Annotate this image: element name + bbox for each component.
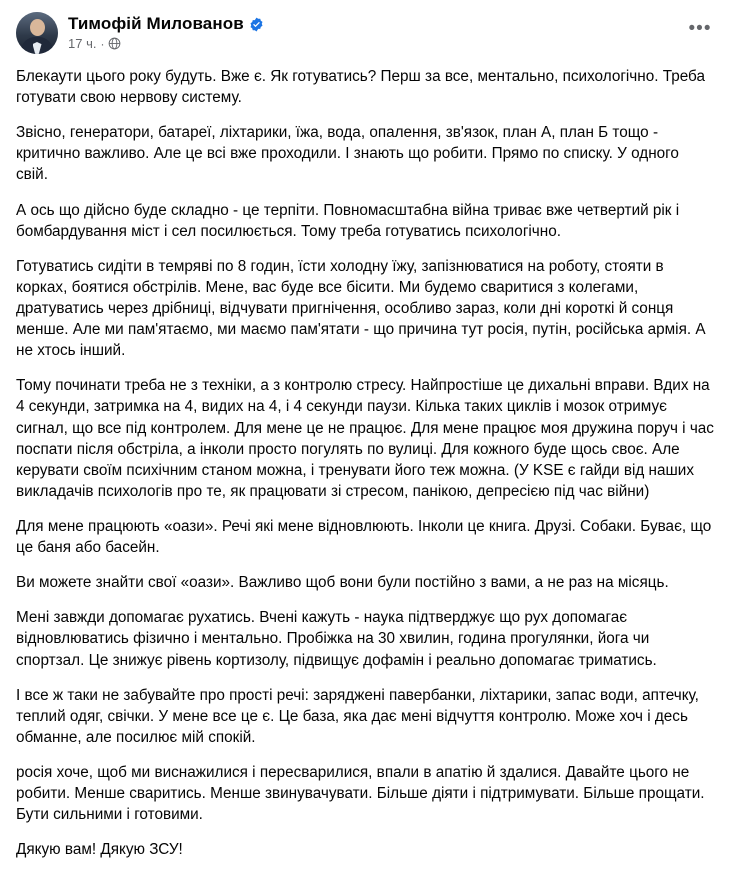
post-body <box>16 60 715 870</box>
post-paragraph: Для мене працюють «оази». Речі які мене відновлюють. Інколи це книга. Друзі. Собаки. Буває, що це баня або басейн. <box>16 517 712 557</box>
author-name[interactable]: Тимофій Милованов <box>68 13 244 33</box>
post-paragraph: Мені завжди допомагає рухатись. Вчені кажуть - наука підтверджує що рух допомагає відновлюватись фізично і ментально. Пробіжка на 30 хвилин, година прогулянки, йога чи спортзал. Це знижує рівень кортизолу, підвищує дофамін і реально допомагає триматись. <box>16 609 657 669</box>
post-paragraph: Дякую вам! Дякую ЗСУ! <box>16 841 183 859</box>
post-paragraph: Готуватись сидіти в темряві по 8 годин, їсти холодну їжу, запізнюватися на роботу, стояти в корках, боятися обстрілів. Мене, вас буде все бісити. Ми будемо сваритися з колегами, дратуватись через дрібниці, відчувати пригнічення, особливо зараз, коли дні короткі й сонця менше. Але ми пам'ятаємо, ми маємо пам'ятати - що причина тут росія, путін, російська армія. А не хтось інший. <box>16 257 706 360</box>
meta-separator: · <box>100 36 105 51</box>
post-header <box>16 12 715 60</box>
post-meta <box>68 36 264 51</box>
post-more-options-icon[interactable]: ••• <box>688 18 712 39</box>
post-paragraph: Звісно, генератори, батареї, ліхтарики, їжа, вода, опалення, зв'язок, план А, план Б тощо - критично важливо. Але це всі вже проходили. І знають що робити. Прямо по списку. У одного свій. <box>16 124 679 184</box>
avatar-face <box>30 19 45 36</box>
globe-icon[interactable] <box>108 37 121 50</box>
verified-badge-icon <box>249 17 264 32</box>
author-row <box>68 15 264 34</box>
post-paragraph: Ви можете знайти свої «оази». Важливо щоб вони були постійно з вами, а не раз на місяць. <box>16 574 669 592</box>
post-paragraph: І все ж таки не забувайте про прості речі: заряджені павербанки, ліхтарики, запас води, аптечку, теплий одяг, свічки. У мене все це є. Це база, яка дає мені відчуття контролю. Може хоч і десь обманне, але посилює мій спокій. <box>16 686 699 746</box>
post-paragraph: Блекаути цього року будуть. Вже є. Як готуватись? Перш за все, ментально, психологічно. Треба готувати свою нервову систему. <box>16 68 705 107</box>
post-paragraph: А ось що дійсно буде складно - це терпіти. Повномасштабна війна триває вже четвертий рік і бомбардування міст і сел посилюється. Тому треба готуватись психологічно. <box>16 201 680 240</box>
post-timestamp[interactable]: 17 ч. <box>68 36 97 52</box>
post-header-text <box>68 12 264 54</box>
post-paragraph: росія хоче, щоб ми виснажилися і пересварилися, впали в апатію й здалися. Давайте цього не робити. Менше сваритись. Менше звинувачувати. Більше діяти і підтримувати. Більше прощати. Бути сильними і готовими. <box>16 763 705 824</box>
avatar[interactable] <box>16 12 58 54</box>
post-paragraph: Тому починати треба не з техніки, а з контролю стресу. Найпростіше це дихальні вправи. Вдих на 4 секунди, затримка на 4, видих на 4, і 4 секунди паузи. Кілька таких циклів і мозок отримує сигнал, що все під контролем. Для мене це не працює. Для мене працює моя дружина поруч і час поспати після обстріла, а інколи просто погулять по вулиці. Для кожного буде щось своє. Але керувати своїм психічним станом можна, і тренувати його теж можна. (У KSE є гайди від наших викладачів психологів про те, як працювати зі стресом, панікою, депресією під час війни) <box>16 377 714 500</box>
